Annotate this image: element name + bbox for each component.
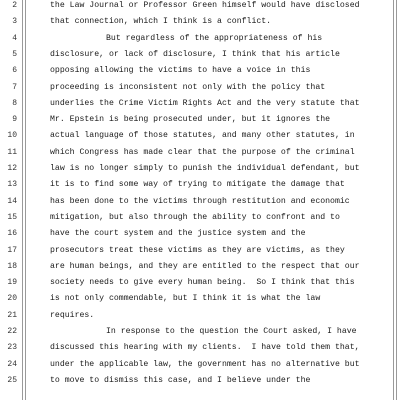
transcript-line: But regardless of the appropriateness of his	[106, 33, 323, 43]
line-number: 3	[12, 17, 17, 27]
line-number: 15	[7, 212, 17, 222]
transcript-line: prosecutors treat these victims as they are victims, as they	[50, 245, 345, 255]
transcript-line: actual language of those statutes, and many other statutes, in	[50, 131, 355, 141]
line-number: 9	[12, 115, 17, 125]
line-number: 2	[12, 1, 17, 10]
transcript-line: that connection, which I think is a conflict.	[50, 17, 272, 27]
transcript-line: In response to the question the Court asked, I have	[106, 327, 357, 336]
left-margin-rule-outer	[22, 0, 23, 400]
right-margin-rule-inner	[393, 0, 394, 400]
transcript-line: are human beings, and they are entitled to the respect that our	[50, 261, 360, 271]
transcript-line: it is to find some way of trying to mitigate the damage that	[50, 180, 345, 190]
line-number: 17	[7, 245, 17, 255]
line-number: 20	[7, 294, 17, 304]
line-number: 19	[7, 278, 17, 288]
transcript-line: have the court system and the justice system and the	[50, 229, 306, 239]
line-number: 8	[12, 98, 17, 108]
line-number: 16	[7, 229, 17, 239]
transcript-line: mitigation, but also through the ability to confront and to	[50, 212, 340, 222]
transcript-line: discussed this hearing with my clients. I have told them that,	[50, 343, 360, 353]
line-number: 14	[7, 196, 17, 206]
left-margin-rule-inner	[25, 0, 26, 400]
transcript-line: is not only commendable, but I think it is what the law	[50, 294, 321, 304]
transcript-line: has been done to the victims through restitution and economic	[50, 196, 350, 206]
transcript-line: proceeding is inconsistent not only with the policy that	[50, 82, 326, 92]
line-number: 12	[7, 164, 17, 173]
line-number: 7	[12, 82, 17, 92]
line-number: 5	[12, 49, 17, 59]
line-number: 10	[7, 131, 17, 141]
line-number: 23	[7, 343, 17, 353]
transcript-line: opposing allowing the victims to have a voice in this	[50, 66, 311, 76]
line-number: 25	[7, 375, 17, 385]
transcript-line: to move to dismiss this case, and I believe under the	[50, 375, 311, 385]
line-number: 22	[7, 327, 17, 336]
line-number: 6	[12, 66, 17, 76]
transcript-line: under the applicable law, the government has no alternative but	[50, 359, 360, 369]
line-number: 24	[7, 359, 17, 369]
line-number: 13	[7, 180, 17, 190]
transcript-line: Mr. Epstein is being prosecuted under, but it ignores the	[50, 115, 331, 125]
line-number: 18	[7, 261, 17, 271]
transcript-line: which Congress has made clear that the purpose of the criminal	[50, 147, 355, 157]
transcript-line: underlies the Crime Victim Rights Act and the very statute that	[50, 98, 360, 108]
line-number: 4	[12, 33, 17, 43]
right-margin-rule-outer	[396, 0, 397, 400]
line-number: 11	[7, 147, 17, 157]
transcript-line: law is no longer simply to punish the individual defendant, but	[50, 164, 360, 173]
line-number: 21	[7, 310, 17, 320]
transcript-line: requires.	[50, 310, 95, 320]
transcript-line: society needs to give every human being. So I think that this	[50, 278, 355, 288]
transcript-line: disclosure, or lack of disclosure, I think that his article	[50, 49, 340, 59]
transcript-line: the Law Journal or Professor Green himself would have disclosed	[50, 1, 360, 10]
